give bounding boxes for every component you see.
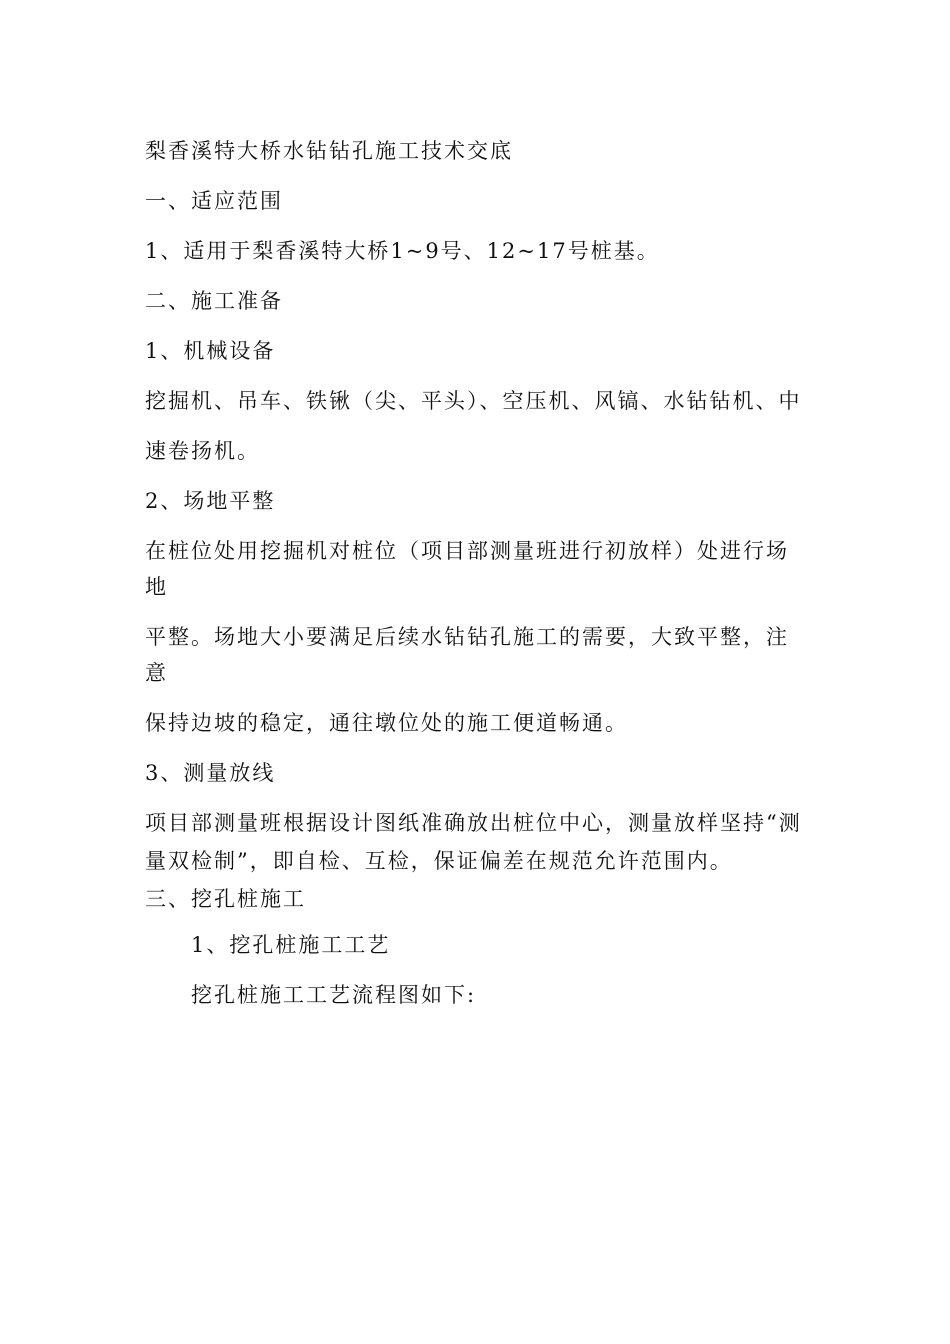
subheading-site-leveling: 2、场地平整 [145,489,276,513]
section-heading-scope: 一、适应范围 [145,189,283,213]
scope-item: 1、适用于梨香溪特大桥1~9号、12~17号桩基。 [145,239,660,263]
site-leveling-text-line-2: 平整。场地大小要满足后续水钻钻孔施工的需要，大致平整，注意 [145,625,789,685]
subheading-pile-process: 1、挖孔桩施工工艺 [191,933,391,957]
section-heading-preparation: 二、施工准备 [145,289,283,313]
machinery-text-line-1: 挖掘机、吊车、铁锹（尖、平头）、空压机、风镐、水钻钻机、中 [145,389,802,413]
pile-process-text: 挖孔桩施工工艺流程图如下: [191,983,477,1007]
survey-text-line-2: 量双检制”，即自检、互检，保证偏差在规范允许范围内。 [145,849,733,873]
survey-text-line-1: 项目部测量班根据设计图纸准确放出桩位中心，测量放样坚持“测 [145,811,802,835]
site-leveling-text-line-3: 保持边坡的稳定，通往墩位处的施工便道畅通。 [145,711,628,735]
document-title: 梨香溪特大桥水钻钻孔施工技术交底 [145,139,513,163]
machinery-text-line-2: 速卷扬机。 [145,439,260,463]
document-body [145,133,810,1013]
section-heading-pile-construction: 三、挖孔桩施工 [145,887,306,911]
subheading-survey: 3、测量放线 [145,761,276,785]
site-leveling-text-line-1: 在桩位处用挖掘机对桩位（项目部测量班进行初放样）处进行场地 [145,539,789,599]
subheading-machinery: 1、机械设备 [145,339,276,363]
